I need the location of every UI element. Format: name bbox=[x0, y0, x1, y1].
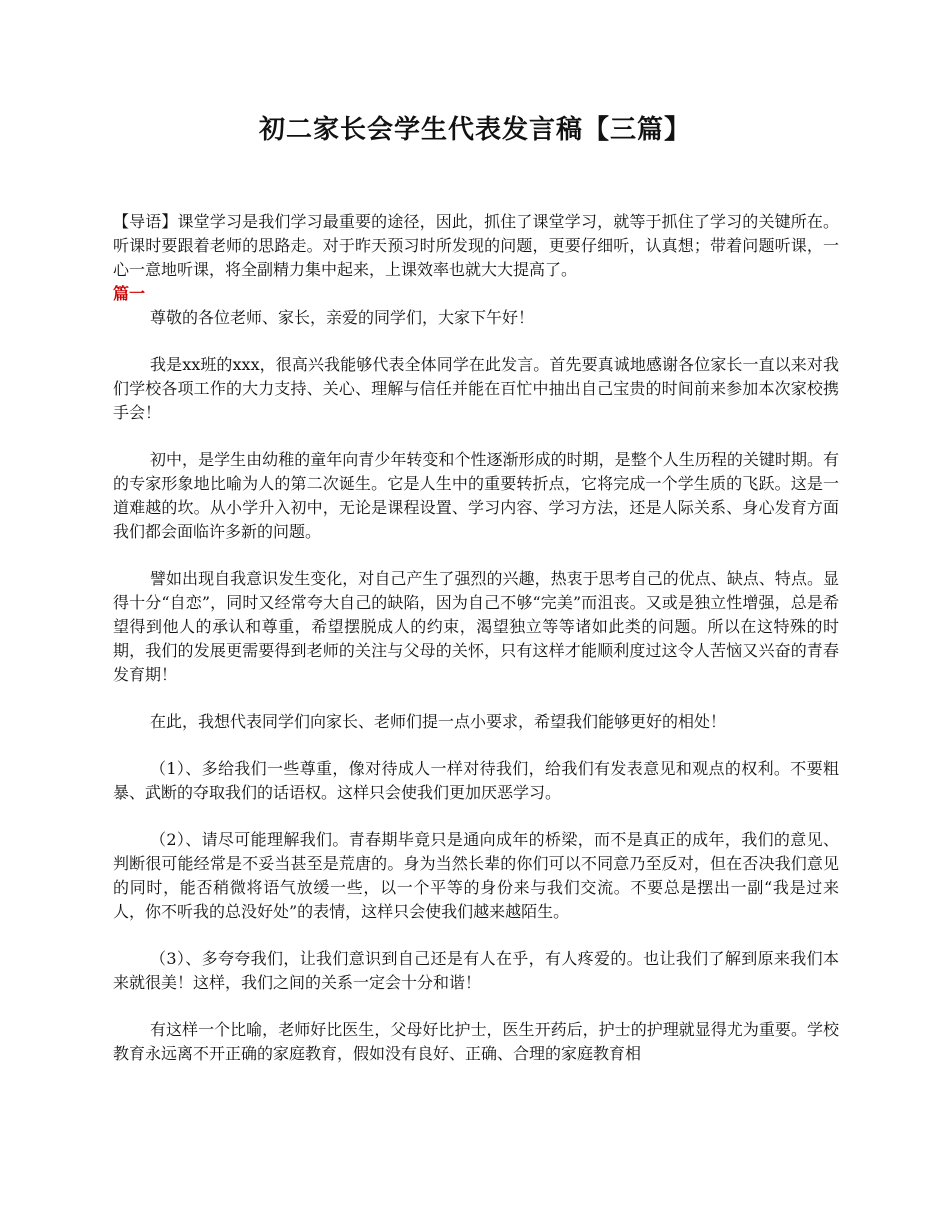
paragraph-metaphor: 有这样一个比喻，老师好比医生，父母好比护士，医生开药后，护士的护理就显得尤为重要。学校教育永远离不开正确的家庭教育，假如没有良好、正确、合理的家庭教育相 bbox=[113, 1020, 839, 1063]
document-body bbox=[113, 210, 839, 1089]
paragraph-point-2: （2）、请尽可能理解我们。青春期毕竟只是通向成年的桥梁，而不是真正的成年，我们的意见、判断很可能经常是不妥当甚至是荒唐的。身为当然长辈的你们可以不同意乃至反对，但在否决我们意见的同时，能否稍微将语气放缓一些，以一个平等的身份来与我们交流。不要总是摆出一副“我是过来人，你不听我的总没好处”的表情，这样只会使我们越来越陌生。 bbox=[113, 830, 839, 921]
paragraph-request: 在此，我想代表同学们向家长、老师们提一点小要求，希望我们能够更好的相处！ bbox=[150, 712, 727, 731]
paragraph-greeting: 尊敬的各位老师、家长，亲爱的同学们，大家下午好！ bbox=[150, 308, 535, 327]
paragraph-junior-high: 初中，是学生由幼稚的童年向青少年转变和个性逐渐形成的时期，是整个人生历程的关键时期。有的专家形象地比喻为人的第二次诞生。它是人生中的重要转折点，它将完成一个学生质的飞跃。这是一道难越的坎。从小学升入初中，无论是课程设置、学习内容、学习方法，还是人际关系、身心发育方面我们都会面临许多新的问题。 bbox=[113, 450, 839, 541]
intro-paragraph: 【导语】课堂学习是我们学习最重要的途径，因此，抓住了课堂学习，就等于抓住了学习的关键所在。听课时要跟着老师的思路走。对于昨天预习时所发现的问题，更要仔细听，认真想；带着问题听课，一心一意地听课，将全副精力集中起来，上课效率也就大大提高了。 bbox=[113, 212, 839, 279]
page-title: 初二家长会学生代表发言稿【三篇】 bbox=[258, 115, 691, 145]
paragraph-point-3: （3）、多夸夸我们，让我们意识到自己还是有人在乎，有人疼爱的。也让我们了解到原来我们本来就很美！这样，我们之间的关系一定会十分和谐！ bbox=[113, 949, 839, 992]
paragraph-self-awareness: 譬如出现自我意识发生变化，对自己产生了强烈的兴趣，热衷于思考自己的优点、缺点、特点。显得十分“自恋”，同时又经常夸大自己的缺陷，因为自己不够“完美”而沮丧。又或是独立性增强，总是希望得到他人的承认和尊重，希望摆脱成人的约束，渴望独立等等诸如此类的问题。所以在这特殊的时期，我们的发展更需要得到老师的关注与父母的关怀，只有这样才能顺利度过这令人苦恼又兴奋的青春发育期！ bbox=[113, 569, 839, 684]
paragraph-introduction: 我是xx班的xxx，很高兴我能够代表全体同学在此发言。首先要真诚地感谢各位家长一直以来对我们学校各项工作的大力支持、关心、理解与信任并能在百忙中抽出自己宝贵的时间前来参加本次家校携手会！ bbox=[113, 355, 839, 422]
paragraph-point-1: （1）、多给我们一些尊重，像对待成人一样对待我们，给我们有发表意见和观点的权利。不要粗暴、武断的夺取我们的话语权。这样只会使我们更加厌恶学习。 bbox=[113, 759, 839, 802]
section-label: 篇一 bbox=[113, 284, 146, 303]
